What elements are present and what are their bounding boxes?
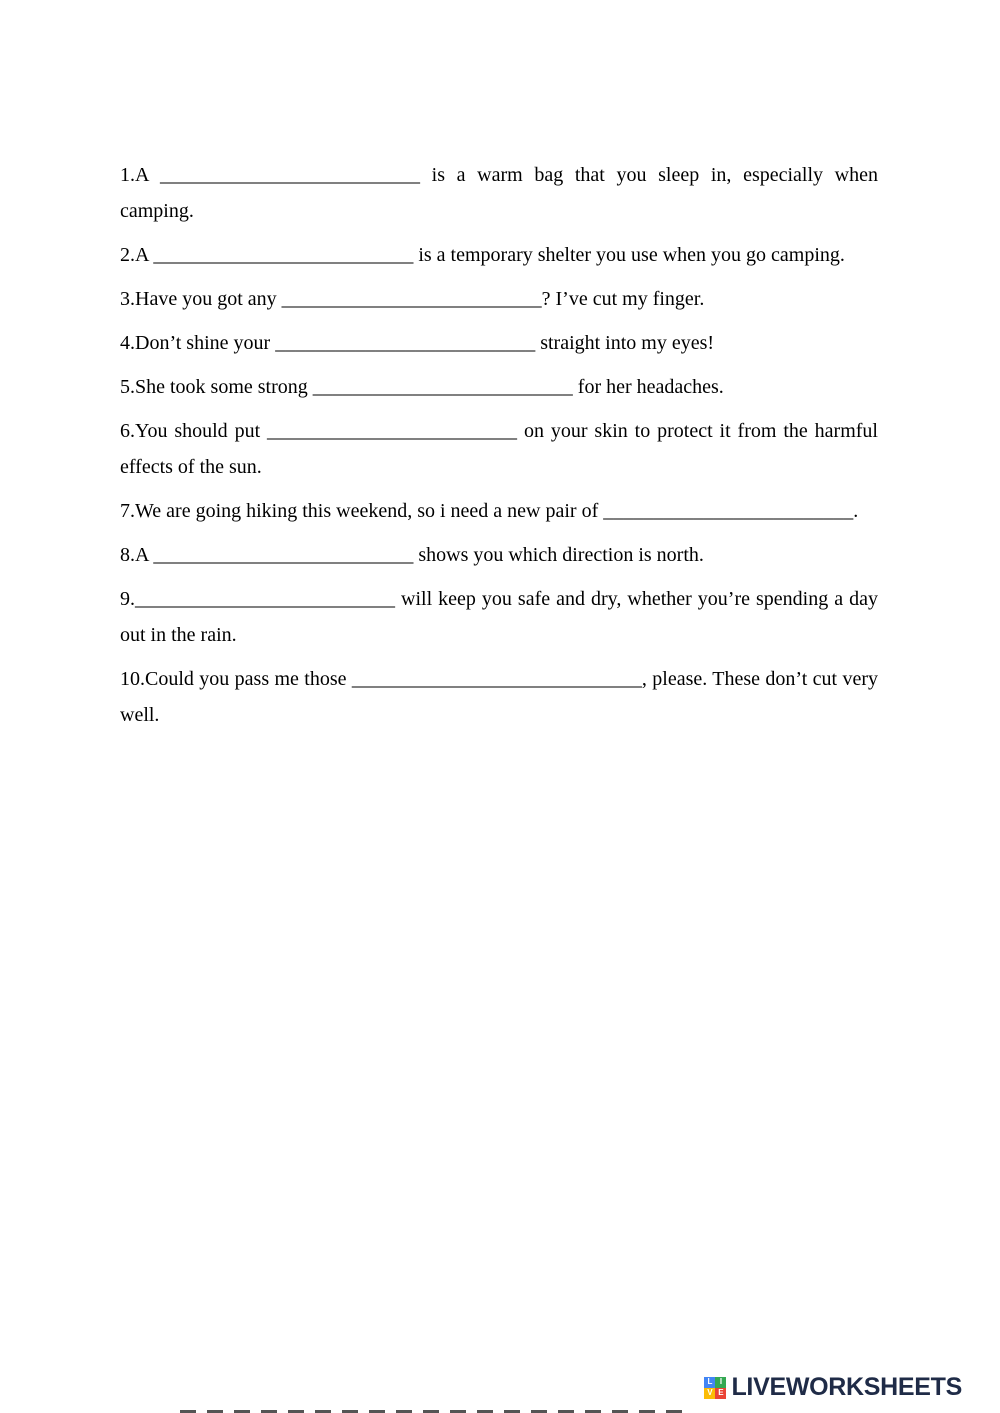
liveworksheets-footer-link[interactable]: [704, 1373, 962, 1402]
sentence-text: on your skin to protect it from the harmful effects of the sun.: [120, 420, 878, 478]
answer-blank-6[interactable]: _________________________: [267, 420, 518, 442]
sentence-6: [120, 413, 878, 485]
sentence-7: [120, 493, 878, 529]
sentence-text: 7.We are going hiking this weekend, so i need a new pair of: [120, 500, 604, 522]
logo-cell-E: E: [715, 1388, 726, 1399]
sentence-text: 10.Could you pass me those: [120, 668, 352, 690]
answer-blank-10[interactable]: _____________________________: [351, 668, 642, 690]
sentence-text: for her headaches.: [572, 376, 724, 398]
sentence-text: 4.Don’t shine your: [120, 332, 276, 354]
answer-blank-9[interactable]: __________________________: [135, 588, 395, 610]
worksheet-body: [120, 157, 878, 741]
answer-blank-3[interactable]: __________________________: [281, 288, 542, 310]
sentence-9: [120, 581, 878, 653]
answer-blank-8[interactable]: __________________________: [153, 544, 414, 566]
sentence-text: 3.Have you got any: [120, 288, 282, 310]
logo-cell-L: L: [704, 1377, 715, 1388]
sentence-text: will keep you safe and dry, whether you’re spending a day out in the rain.: [120, 588, 878, 646]
sentence-1: [120, 157, 878, 229]
answer-blank-5[interactable]: __________________________: [312, 376, 573, 398]
sentence-text: 8.A: [120, 544, 154, 566]
logo-cell-V: V: [704, 1388, 715, 1399]
sentence-2: [120, 237, 878, 273]
sentence-text: , please. These don’t cut very well.: [120, 668, 878, 726]
sentence-10: [120, 661, 878, 733]
sentence-5: [120, 369, 878, 405]
sentence-text: ? I’ve cut my finger.: [541, 288, 705, 310]
liveworksheets-wordmark: LIVEWORKSHEETS: [731, 1373, 962, 1401]
sentence-text: 6.You should put: [120, 420, 268, 442]
sentence-text: 5.She took some strong: [120, 376, 313, 398]
sentence-text: 2.A: [120, 244, 154, 266]
sentence-8: [120, 537, 878, 573]
sentence-text: is a warm bag that you sleep in, especially when camping.: [120, 164, 879, 222]
sentence-text: 9.: [120, 588, 135, 610]
sentence-text: shows you which direction is north.: [413, 544, 704, 566]
sentence-text: 1.A: [120, 164, 160, 186]
sentence-3: [120, 281, 878, 317]
sentence-text: straight into my eyes!: [535, 332, 715, 354]
sentence-4: [120, 325, 878, 361]
answer-blank-2[interactable]: __________________________: [153, 244, 414, 266]
answer-blank-4[interactable]: __________________________: [275, 332, 536, 354]
sentence-text: is a temporary shelter you use when you go camping.: [413, 244, 845, 266]
answer-blank-1[interactable]: __________________________: [160, 164, 420, 186]
sentence-text: .: [853, 500, 859, 522]
answer-blank-7[interactable]: _________________________: [603, 500, 854, 522]
liveworksheets-logo-icon: [704, 1377, 726, 1399]
logo-cell-I: I: [715, 1377, 726, 1388]
